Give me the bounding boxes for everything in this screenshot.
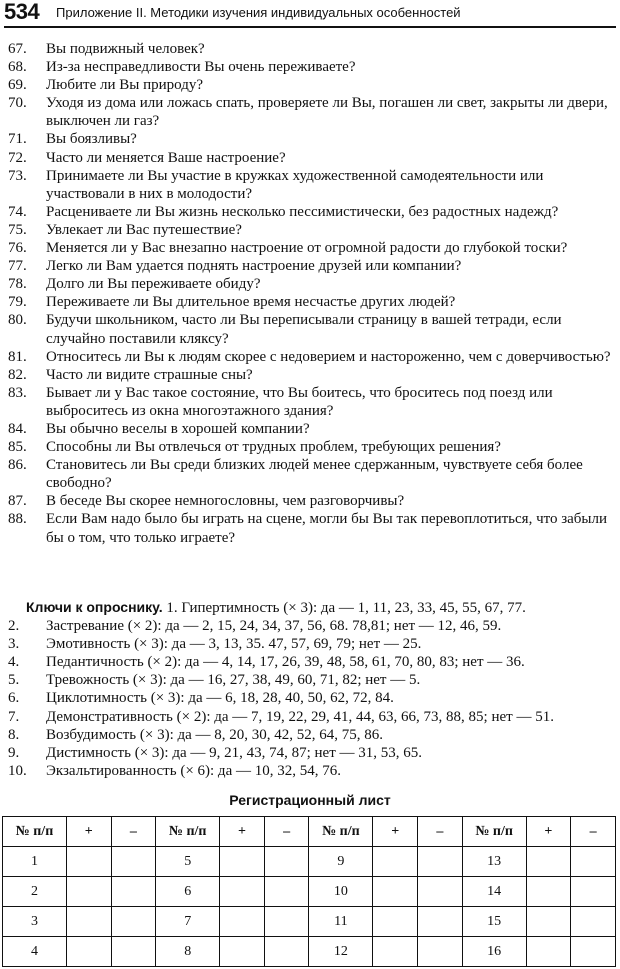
- key-text: Тревожность (× 3): да — 16, 27, 38, 49, 60, 71, 82; нет — 5.: [46, 672, 421, 689]
- table-row: [3, 877, 616, 907]
- key-text: Гипертимность (× 3): да — 1, 11, 23, 33, 45, 55, 67, 77.: [181, 600, 526, 616]
- question-item: [0, 438, 620, 456]
- plus-answer-cell[interactable]: [220, 847, 265, 877]
- plus-answer-cell[interactable]: [373, 877, 418, 907]
- plus-answer-cell[interactable]: [526, 907, 571, 937]
- minus-answer-cell[interactable]: [264, 877, 309, 907]
- question-text: Переживаете ли Вы длительное время несчастье других людей?: [46, 294, 456, 311]
- plus-answer-cell[interactable]: [66, 847, 111, 877]
- key-item: [0, 708, 620, 726]
- question-number: 85.: [8, 439, 27, 456]
- item-number-cell: 12: [309, 937, 373, 967]
- question-item: [0, 221, 620, 239]
- question-number: 72.: [8, 149, 27, 166]
- question-text: Долго ли Вы переживаете обиду?: [46, 276, 261, 293]
- column-header: +: [66, 817, 111, 847]
- minus-answer-cell[interactable]: [571, 877, 616, 907]
- question-text: Относитесь ли Вы к людям скорее с недоверием и настороженно, чем с доверчивостью?: [46, 348, 611, 365]
- plus-answer-cell[interactable]: [526, 937, 571, 967]
- key-text: Эмотивность (× 3): да — 3, 13, 35. 47, 57, 69, 79; нет — 25.: [46, 636, 422, 653]
- item-number-cell: 10: [309, 877, 373, 907]
- minus-answer-cell[interactable]: [418, 877, 463, 907]
- column-header: –: [111, 817, 156, 847]
- key-number: 1.: [166, 600, 178, 616]
- question-number: 69.: [8, 77, 27, 94]
- running-title: Приложение II. Методики изучения индивидуальных особенностей: [56, 5, 461, 20]
- plus-answer-cell[interactable]: [526, 847, 571, 877]
- item-number-cell: 2: [3, 877, 67, 907]
- question-text: Уходя из дома или ложась спать, проверяете ли Вы, погашен ли свет, закрыты ли двери, выключен ли газ?: [46, 95, 608, 130]
- key-number: 7.: [8, 708, 20, 725]
- item-number-cell: 13: [462, 847, 526, 877]
- question-item: [0, 40, 620, 58]
- question-item: [0, 293, 620, 311]
- column-header: № п/п: [3, 817, 67, 847]
- minus-answer-cell[interactable]: [264, 847, 309, 877]
- question-item: [0, 203, 620, 221]
- question-number: 88.: [8, 511, 27, 528]
- column-header: № п/п: [156, 817, 220, 847]
- item-number-cell: 6: [156, 877, 220, 907]
- question-item: [0, 257, 620, 275]
- question-item: [0, 492, 620, 510]
- column-header: +: [220, 817, 265, 847]
- key-text: Педантичность (× 2): да — 4, 14, 17, 26, 39, 48, 58, 61, 70, 80, 83; нет — 36.: [46, 654, 525, 671]
- key-number: 5.: [8, 672, 20, 689]
- question-number: 86.: [8, 457, 27, 474]
- item-number-cell: 8: [156, 937, 220, 967]
- question-number: 83.: [8, 384, 27, 401]
- minus-answer-cell[interactable]: [111, 847, 156, 877]
- question-number: 71.: [8, 131, 27, 148]
- key-number: 8.: [8, 726, 20, 743]
- question-text: Увлекает ли Вас путешествие?: [46, 221, 242, 238]
- question-text: Становитесь ли Вы среди близких людей менее сдержанным, чувствуете себя более свободно?: [46, 457, 583, 492]
- question-item: [0, 76, 620, 94]
- key-number: 3.: [8, 636, 20, 653]
- keys-heading: Ключи к опроснику.: [26, 599, 163, 615]
- key-item: [0, 653, 620, 671]
- column-header: +: [526, 817, 571, 847]
- question-number: 73.: [8, 167, 27, 184]
- question-text: Вы обычно веселы в хорошей компании?: [46, 420, 310, 437]
- plus-answer-cell[interactable]: [526, 877, 571, 907]
- question-item: [0, 58, 620, 76]
- question-number: 79.: [8, 294, 27, 311]
- question-text: Часто ли меняется Ваше настроение?: [46, 149, 286, 166]
- key-text: Возбудимость (× 3): да — 8, 20, 30, 42, 52, 64, 75, 86.: [46, 726, 384, 743]
- question-number: 70.: [8, 95, 27, 112]
- question-text: Меняется ли у Вас внезапно настроение от огромной радости до глубокой тоски?: [46, 240, 568, 257]
- item-number-cell: 7: [156, 907, 220, 937]
- plus-answer-cell[interactable]: [220, 877, 265, 907]
- key-item: [0, 598, 620, 617]
- answer-keys: [0, 598, 620, 780]
- plus-answer-cell[interactable]: [220, 937, 265, 967]
- question-number: 87.: [8, 493, 27, 510]
- minus-answer-cell[interactable]: [111, 907, 156, 937]
- question-number: 68.: [8, 59, 27, 76]
- plus-answer-cell[interactable]: [66, 907, 111, 937]
- question-text: Принимаете ли Вы участие в кружках художественной самодеятельности или участвовали в них в молодости?: [46, 167, 544, 202]
- question-item: [0, 348, 620, 366]
- question-number: 78.: [8, 276, 27, 293]
- key-number: 10.: [8, 762, 27, 779]
- key-number: 2.: [8, 618, 20, 635]
- question-text: Способны ли Вы отвлечься от трудных проблем, требующих решения?: [46, 439, 501, 456]
- plus-answer-cell[interactable]: [373, 907, 418, 937]
- question-number: 81.: [8, 348, 27, 365]
- question-number: 74.: [8, 203, 27, 220]
- key-item: [0, 689, 620, 707]
- question-text: Часто ли видите страшные сны?: [46, 366, 253, 383]
- key-item: [0, 635, 620, 653]
- minus-answer-cell[interactable]: [264, 907, 309, 937]
- item-number-cell: 5: [156, 847, 220, 877]
- item-number-cell: 11: [309, 907, 373, 937]
- item-number-cell: 9: [309, 847, 373, 877]
- question-item: [0, 311, 620, 347]
- question-text: Из-за несправедливости Вы очень переживаете?: [46, 59, 356, 76]
- key-number: 6.: [8, 690, 20, 707]
- registration-sheet-title: Регистрационный лист: [229, 792, 391, 808]
- question-number: 75.: [8, 221, 27, 238]
- plus-answer-cell[interactable]: [66, 877, 111, 907]
- minus-answer-cell[interactable]: [571, 847, 616, 877]
- minus-answer-cell[interactable]: [111, 877, 156, 907]
- plus-answer-cell[interactable]: [373, 847, 418, 877]
- question-item: [0, 420, 620, 438]
- plus-answer-cell[interactable]: [373, 937, 418, 967]
- question-item: [0, 167, 620, 203]
- question-text: Легко ли Вам удается поднять настроение друзей или компании?: [46, 258, 462, 275]
- minus-answer-cell[interactable]: [418, 907, 463, 937]
- question-number: 67.: [8, 41, 27, 57]
- table-row: [3, 907, 616, 937]
- key-text: Демонстративность (× 2): да — 7, 19, 22, 29, 41, 44, 63, 66, 73, 88, 85; нет — 51.: [46, 708, 554, 725]
- item-number-cell: 4: [3, 937, 67, 967]
- minus-answer-cell[interactable]: [418, 937, 463, 967]
- item-number-cell: 1: [3, 847, 67, 877]
- item-number-cell: 3: [3, 907, 67, 937]
- minus-answer-cell[interactable]: [264, 937, 309, 967]
- key-item: [0, 726, 620, 744]
- registration-table: [2, 816, 616, 967]
- page-header: [4, 2, 616, 28]
- question-item: [0, 149, 620, 167]
- question-number: 76.: [8, 240, 27, 257]
- column-header: –: [571, 817, 616, 847]
- key-item: [0, 617, 620, 635]
- question-item: [0, 275, 620, 293]
- question-text: Бывает ли у Вас такое состояние, что Вы боитесь, что броситесь под поезд или выброситесь из окна многоэтажного здания?: [46, 384, 553, 419]
- question-item: [0, 130, 620, 148]
- question-item: [0, 239, 620, 257]
- item-number-cell: 14: [462, 877, 526, 907]
- column-header: № п/п: [462, 817, 526, 847]
- minus-answer-cell[interactable]: [111, 937, 156, 967]
- key-item: [0, 744, 620, 762]
- column-header: –: [418, 817, 463, 847]
- question-item: [0, 366, 620, 384]
- plus-answer-cell[interactable]: [66, 937, 111, 967]
- question-text: Вы подвижный человек?: [46, 41, 205, 57]
- question-text: Если Вам надо было бы играть на сцене, могли бы Вы так перевоплотиться, что забыли бы о том, что только играете?: [46, 511, 608, 546]
- key-text: Экзальтированность (× 6): да — 10, 32, 54, 76.: [46, 762, 341, 779]
- question-item: [0, 456, 620, 492]
- column-header: –: [264, 817, 309, 847]
- question-number: 77.: [8, 258, 27, 275]
- table-header-row: [3, 817, 616, 847]
- page-number: 534: [4, 0, 40, 24]
- question-text: Расцениваете ли Вы жизнь несколько пессимистически, без радостных надежд?: [46, 203, 559, 220]
- column-header: +: [373, 817, 418, 847]
- question-text: В беседе Вы скорее немногословны, чем разговорчивы?: [46, 493, 405, 510]
- question-number: 84.: [8, 420, 27, 437]
- question-text: Любите ли Вы природу?: [46, 77, 204, 94]
- minus-answer-cell[interactable]: [418, 847, 463, 877]
- table-row: [3, 847, 616, 877]
- question-item: [0, 94, 620, 130]
- key-item: [0, 762, 620, 780]
- minus-answer-cell[interactable]: [571, 907, 616, 937]
- item-number-cell: 15: [462, 907, 526, 937]
- table-row: [3, 937, 616, 967]
- key-number: 4.: [8, 654, 20, 671]
- question-number: 80.: [8, 312, 27, 329]
- minus-answer-cell[interactable]: [571, 937, 616, 967]
- key-number: 9.: [8, 744, 20, 761]
- key-text: Циклотимность (× 3): да — 6, 18, 28, 40, 50, 62, 72, 84.: [46, 690, 394, 707]
- key-item: [0, 671, 620, 689]
- question-number: 82.: [8, 366, 27, 383]
- plus-answer-cell[interactable]: [220, 907, 265, 937]
- question-item: [0, 384, 620, 420]
- questionnaire-list: [0, 40, 620, 547]
- item-number-cell: 16: [462, 937, 526, 967]
- column-header: № п/п: [309, 817, 373, 847]
- question-item: [0, 510, 620, 546]
- key-text: Дистимность (× 3): да — 9, 21, 43, 74, 87; нет — 31, 53, 65.: [46, 744, 423, 761]
- question-text: Вы боязливы?: [46, 131, 137, 148]
- question-text: Будучи школьником, часто ли Вы переписывали страницу в вашей тетради, если случайно поставили кляксу?: [46, 312, 562, 347]
- key-text: Застревание (× 2): да — 2, 15, 24, 34, 37, 56, 68. 78,81; нет — 12, 46, 59.: [46, 618, 502, 635]
